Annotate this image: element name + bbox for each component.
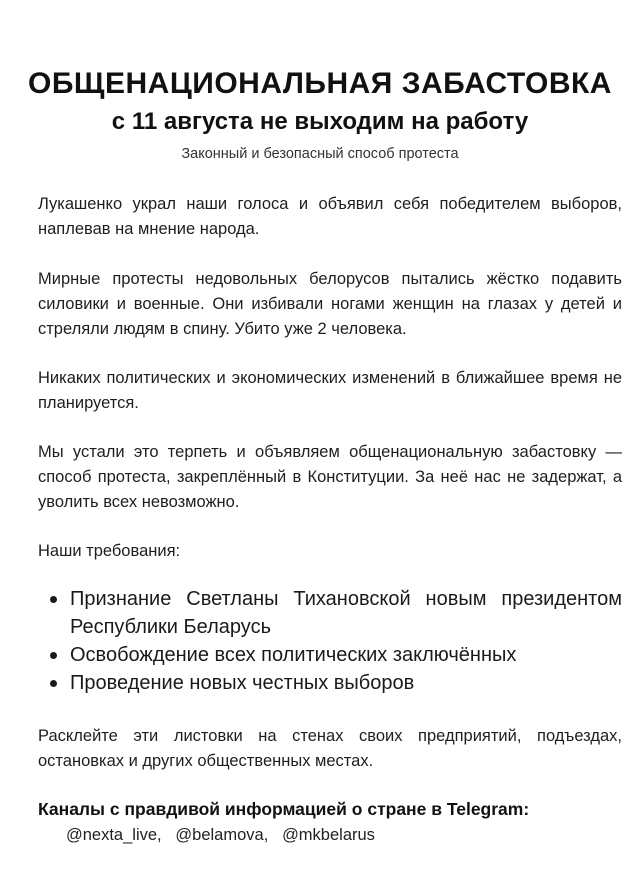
paragraph-closing: Расклейте эти листовки на стенах своих предприятий, подъездах, остановках и других общественных местах. bbox=[38, 727, 622, 770]
paragraph-protests-suppressed: Мирные протесты недовольных белорусов пытались жёстко подавить силовики и военные. Они избивали ногами женщин на глазах у детей и стреляли людям в спину. Убито уже 2 человека. bbox=[38, 270, 622, 338]
paragraph-no-changes: Никаких политических и экономических изменений в ближайшее время не планируется. bbox=[38, 369, 622, 412]
channel-nexta: @nexta_live, bbox=[66, 826, 162, 844]
channel-belamova: @belamova, bbox=[175, 826, 269, 844]
list-item bbox=[50, 585, 622, 641]
paragraph-stolen-votes: Лукашенко украл наши голоса и объявил себя победителем выборов, наплевав на мнение народа. bbox=[38, 195, 622, 238]
paragraph-strike-announcement: Мы устали это терпеть и объявляем общенациональную забастовку — способ протеста, закреплённый в Конституции. За неё нас не задержат, а уволить всех невозможно. bbox=[38, 443, 622, 511]
list-item bbox=[50, 669, 622, 697]
list-item bbox=[50, 641, 622, 669]
demand-text: Освобождение всех политических заключённых bbox=[70, 644, 517, 666]
channels-list bbox=[66, 823, 375, 847]
page-title: ОБЩЕНАЦИОНАЛЬНАЯ ЗАБАСТОВКА bbox=[28, 67, 612, 100]
bullet-icon bbox=[50, 652, 57, 659]
demand-text: Признание Светланы Тихановской новым президентом Республики Беларусь bbox=[70, 588, 622, 638]
page-subtitle: с 11 августа не выходим на работу bbox=[111, 108, 529, 135]
tagline: Законный и безопасный способ протеста bbox=[181, 146, 459, 162]
demands-list bbox=[50, 585, 622, 697]
demands-heading: Наши требования: bbox=[38, 542, 181, 560]
bullet-icon bbox=[50, 680, 57, 687]
bullet-icon bbox=[50, 596, 57, 603]
channel-mkbelarus: @mkbelarus bbox=[282, 826, 375, 844]
channels-heading: Каналы с правдивой информацией о стране в Telegram: bbox=[38, 799, 530, 819]
demand-text: Проведение новых честных выборов bbox=[70, 672, 415, 694]
